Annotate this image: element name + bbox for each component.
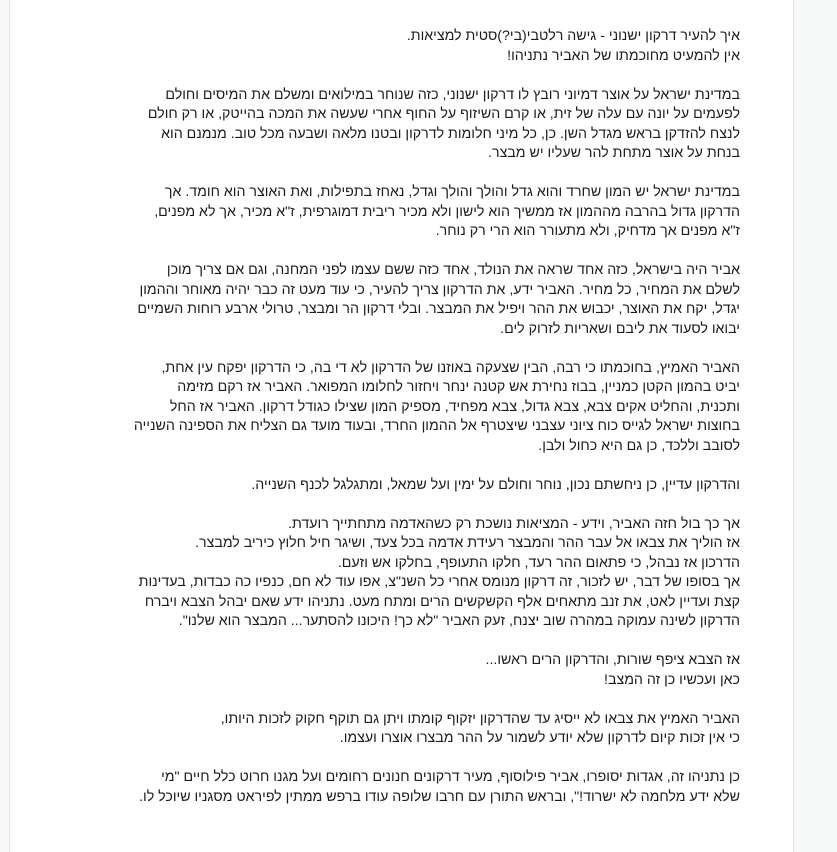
- paragraph-1: [108, 86, 740, 164]
- text-line: לשלם את המחיר, כל מחיר. האביר ידע, את הדרקון צריך להעיר, כי עוד מעט זה כבר יהיה מאוחר וההמון: [139, 281, 740, 298]
- text-line: במדינת ישראל יש המון שחרד והוא גדל והולך והולך וגדל, נאחז בתפילות, ואת האוצר הוא חומד. אך: [164, 184, 740, 200]
- post-title-line: איך להעיר דרקון ישנוני - גישה רלטבי(בי?)סטית למציאות.: [406, 28, 740, 44]
- post-subtitle-line: אין להמעיט מחוכמתו של האביר נתניהו!: [507, 47, 740, 64]
- text-line: כי אין זכות קיום לדרקון שלא יודע לשמור על ההר מבצרו אוצרו ועצמו.: [339, 730, 740, 746]
- text-line: לסובב וללכד, כן גם היא כחול ולבן.: [538, 437, 740, 454]
- paragraph-2: [108, 183, 740, 242]
- text-line: במדינת ישראל על אוצר דמיוני רובץ לו דרקון ישנוני, כזה שנוחר במילואים ומשלם את המיסים וחולם: [165, 86, 740, 103]
- text-line: בחוצות ישראל לגייס כוח ציוני עצבני שיצטרף אל ההמון החרד, ובעוד מועד גם הצליח את הספינה השנייה: [133, 418, 740, 434]
- text-line: אז הצבא ציפף שורות, והדרקון הרים ראשו...: [485, 652, 740, 668]
- paragraph-6: [108, 515, 740, 632]
- text-line: ותכנית, והחליט אקים צבא, צבא גדול, צבא מפחיד, מספיק המון שצילו כגודל דרקון. האביר אז החל: [169, 398, 740, 415]
- text-line: יביט בהמון הקטן כמניין, בבוז נחירת אש קטנה ינחר ויחזור לחלומו המפואר. האביר אז רקם מזימה: [177, 379, 740, 395]
- text-line: אביר היה בישראל, כזה אחד שראה את הנולד, אחד כזה ששם עצמו לפני המחנה, וגם אם צריך מוכן: [166, 262, 740, 278]
- text-line: יגדל, יקח את האוצר, יכבוש את ההר ויפיל את המבצר. ובלי דרקון הר ומבצר, טרולי ארבע רוחות השמיים: [137, 301, 740, 317]
- paragraph-8: [108, 710, 740, 749]
- paragraph-3: [108, 261, 740, 339]
- text-line: אך כך בול חזה האביר, וידע - המציאות נושכת רק כשהאדמה מתחתייך רועדת.: [288, 515, 740, 532]
- text-line: לנצח להזדקן בראש מגדל השן. כן, כל מיני חלומות לדרקון ובטנו מלאה ושבעה מכל טוב. מנמנם הוא: [161, 125, 740, 142]
- text-line: האביר האמיץ את צבאו לא ייסיג עד שהדרקון יזקוף קומתו ויתן גם תוקף חקוק לזכות היותו,: [220, 710, 740, 727]
- paragraph-title: [108, 27, 740, 66]
- text-line: האביר האמיץ, בחוכמתו כי רבה, הבין שצעקה באוזנו של הדרקון לא די בה, כי הדרקון יפקח עין אחת,: [161, 359, 740, 376]
- text-line: שלא ידע מלחמה לא ישרוד!", ובראש התורן עם חרבו שלופה עודו ברפש ממתין לפיראט מסגניו שיוכל לו.: [139, 788, 740, 805]
- text-line: אך בסופו של דבר, יש לזכור, זה דרקון מנומס אחרי כל השנ"צ, אפו עוד לא חם, כנפיו כה כבדות, בעדינות: [138, 574, 740, 590]
- paragraph-5: [108, 476, 740, 496]
- page-background: [9, 0, 794, 852]
- paragraph-9: [108, 768, 740, 807]
- text-line: לפעמים על יונה עם עלה של זית, או קרם השיזוף על החוף אחרי שעשה את המכה בהייטק, או רק חולם: [147, 106, 740, 122]
- text-line: בנחת על אוצר מתחת להר שעליו יש מבצר.: [488, 145, 740, 161]
- text-line: אז הוליך את צבאו אל עבר ההר והמבצר רעידת אדמה בכל צעד, ושיגר חיל חלוץ כיריב למבצר.: [195, 535, 740, 551]
- paragraph-7: [108, 651, 740, 690]
- text-line: והדרקון עדיין, כן ניחשתם נכון, נוחר וחולם על ימין ועל שמאל, ומתגלגל לכנף השנייה.: [251, 476, 740, 493]
- post-body: [108, 27, 740, 827]
- text-line: יבואו לסעוד את ליבם ושאריות לזרוק לים.: [500, 320, 740, 337]
- text-line: ז"א מפנים אך מדחיק, ולא מתעורר הוא הרי רק נוחר.: [435, 223, 740, 239]
- text-line: כאן ועכשיו כן זה המצב!: [604, 671, 740, 688]
- paragraph-4: [108, 359, 740, 457]
- text-line: הדרקון גדול בהרבה מההמון אז ממשיך הוא לישון ולא מכיר ריבית דמוגרפית, ז"א מכיר, אך לא מפנים,: [154, 203, 740, 220]
- text-line: כן נתניהו זה, אגדות יסופרו, אביר פילוסוף, מעיר דרקונים חנונים רחומים ועל מגנו חרוט כלל חיים "מי: [161, 769, 740, 785]
- text-line: הדרכון אז נבהל, כי פתאום ההר רעד, חלקו התעופף, בחלקו אש וזעם.: [337, 554, 740, 571]
- text-line: קצת ועדיין לאט, את זנב מתאחים אלף הקשקשים הרים ומתח מעט. נתניהו ידע שאם יבהל הצבא ויברח: [144, 593, 740, 610]
- text-line: הדרקון לשינה עמוקה במהרה שוב יצנח, זעק האביר "לא כך! היכונו להסתער... המבצר הוא שלנו".: [178, 613, 740, 629]
